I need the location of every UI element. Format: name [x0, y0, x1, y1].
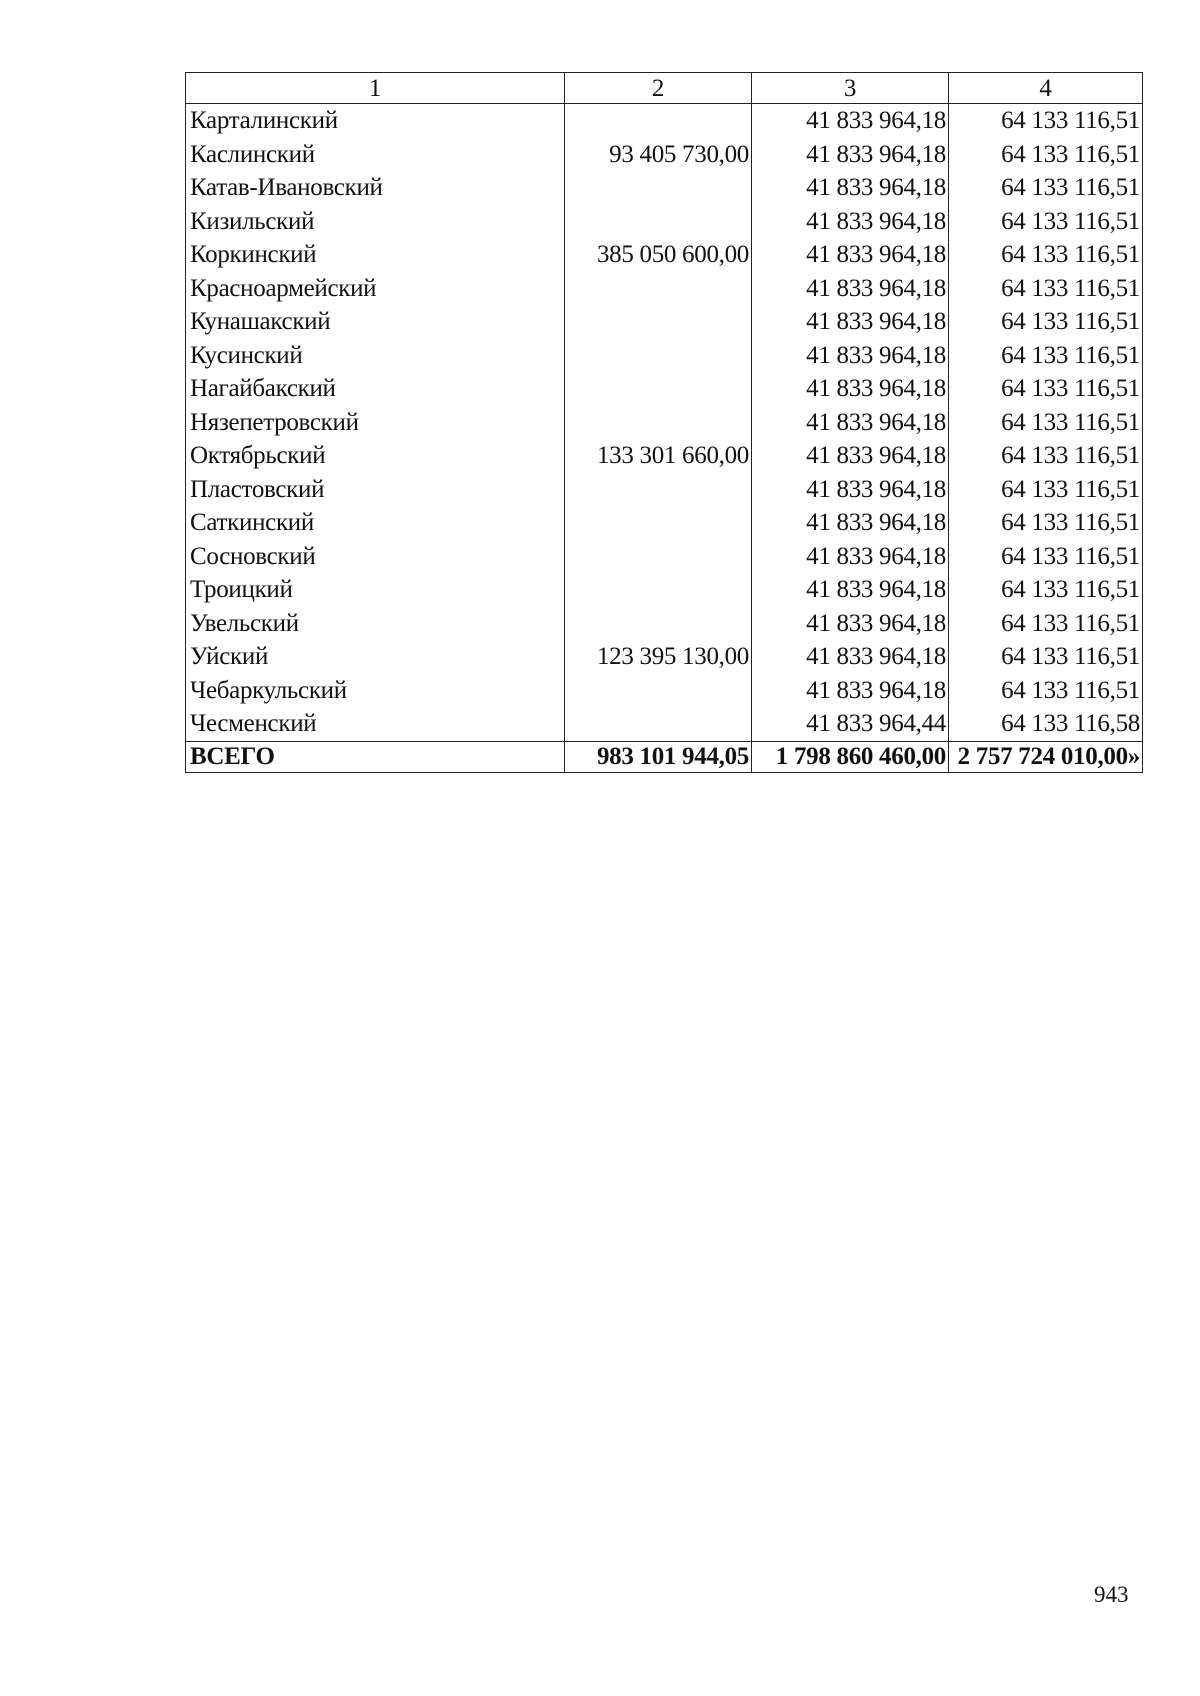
table-row	[186, 573, 1143, 607]
col4-value-cell: 64 133 116,51	[949, 674, 1143, 708]
total-label: ВСЕГО	[186, 741, 565, 772]
col2-value-cell	[565, 372, 752, 406]
col3-value-cell: 41 833 964,18	[752, 305, 949, 339]
total-col2: 983 101 944,05	[565, 741, 752, 772]
col2-value-cell: 93 405 730,00	[565, 138, 752, 172]
district-name-cell: Кусинский	[186, 339, 565, 373]
col3-value-cell: 41 833 964,18	[752, 674, 949, 708]
col3-value-cell: 41 833 964,18	[752, 506, 949, 540]
col4-value-cell: 64 133 116,51	[949, 473, 1143, 507]
col3-value-cell: 41 833 964,18	[752, 104, 949, 138]
col2-value-cell: 385 050 600,00	[565, 238, 752, 272]
district-name-cell: Нагайбакский	[186, 372, 565, 406]
col3-value-cell: 41 833 964,44	[752, 707, 949, 741]
col3-value-cell: 41 833 964,18	[752, 540, 949, 574]
col3-value-cell: 41 833 964,18	[752, 406, 949, 440]
col2-value-cell	[565, 707, 752, 741]
col2-value-cell	[565, 506, 752, 540]
col4-value-cell: 64 133 116,51	[949, 305, 1143, 339]
col3-value-cell: 41 833 964,18	[752, 573, 949, 607]
table-row	[186, 707, 1143, 741]
table-row	[186, 406, 1143, 440]
header-row	[186, 73, 1143, 104]
col4-value-cell: 64 133 116,51	[949, 506, 1143, 540]
table-row	[186, 473, 1143, 507]
col2-value-cell	[565, 171, 752, 205]
table-row	[186, 104, 1143, 138]
col3-value-cell: 41 833 964,18	[752, 607, 949, 641]
table-row	[186, 171, 1143, 205]
col4-value-cell: 64 133 116,51	[949, 272, 1143, 306]
col3-value-cell: 41 833 964,18	[752, 171, 949, 205]
district-name-cell: Красноармейский	[186, 272, 565, 306]
table-row	[186, 305, 1143, 339]
district-name-cell: Нязепетровский	[186, 406, 565, 440]
table-row	[186, 238, 1143, 272]
budget-table	[185, 72, 1143, 773]
col3-value-cell: 41 833 964,18	[752, 238, 949, 272]
col4-value-cell: 64 133 116,51	[949, 238, 1143, 272]
district-name-cell: Пластовский	[186, 473, 565, 507]
col4-value-cell: 64 133 116,51	[949, 540, 1143, 574]
col3-value-cell: 41 833 964,18	[752, 138, 949, 172]
col2-value-cell: 133 301 660,00	[565, 439, 752, 473]
table-body	[186, 104, 1143, 773]
table-row	[186, 607, 1143, 641]
col2-value-cell: 123 395 130,00	[565, 640, 752, 674]
table-header	[186, 73, 1143, 104]
col4-value-cell: 64 133 116,51	[949, 607, 1143, 641]
col2-value-cell	[565, 272, 752, 306]
table-row	[186, 540, 1143, 574]
col3-value-cell: 41 833 964,18	[752, 473, 949, 507]
col4-value-cell: 64 133 116,51	[949, 339, 1143, 373]
district-name-cell: Чебаркульский	[186, 674, 565, 708]
district-name-cell: Октябрьский	[186, 439, 565, 473]
district-name-cell: Катав-Ивановский	[186, 171, 565, 205]
col2-value-cell	[565, 573, 752, 607]
district-name-cell: Карталинский	[186, 104, 565, 138]
col4-value-cell: 64 133 116,51	[949, 205, 1143, 239]
column-header-1: 1	[186, 73, 565, 104]
district-name-cell: Увельский	[186, 607, 565, 641]
district-name-cell: Саткинский	[186, 506, 565, 540]
table-row	[186, 339, 1143, 373]
col3-value-cell: 41 833 964,18	[752, 272, 949, 306]
district-name-cell: Сосновский	[186, 540, 565, 574]
col2-value-cell	[565, 339, 752, 373]
col4-value-cell: 64 133 116,51	[949, 406, 1143, 440]
district-name-cell: Уйский	[186, 640, 565, 674]
col2-value-cell	[565, 674, 752, 708]
table-row	[186, 138, 1143, 172]
col4-value-cell: 64 133 116,51	[949, 439, 1143, 473]
table-row	[186, 506, 1143, 540]
column-header-4: 4	[949, 73, 1143, 104]
district-name-cell: Чесменский	[186, 707, 565, 741]
col2-value-cell	[565, 305, 752, 339]
district-name-cell: Коркинский	[186, 238, 565, 272]
district-name-cell: Кунашакский	[186, 305, 565, 339]
table-row	[186, 205, 1143, 239]
col2-value-cell	[565, 104, 752, 138]
col4-value-cell: 64 133 116,51	[949, 640, 1143, 674]
total-row	[186, 741, 1143, 772]
col2-value-cell	[565, 205, 752, 239]
col2-value-cell	[565, 540, 752, 574]
district-name-cell: Каслинский	[186, 138, 565, 172]
col3-value-cell: 41 833 964,18	[752, 339, 949, 373]
table-row	[186, 674, 1143, 708]
col4-value-cell: 64 133 116,51	[949, 171, 1143, 205]
column-header-2: 2	[565, 73, 752, 104]
table-row	[186, 272, 1143, 306]
col4-value-cell: 64 133 116,51	[949, 104, 1143, 138]
district-name-cell: Кизильский	[186, 205, 565, 239]
col4-value-cell: 64 133 116,51	[949, 573, 1143, 607]
col2-value-cell	[565, 607, 752, 641]
col3-value-cell: 41 833 964,18	[752, 640, 949, 674]
col2-value-cell	[565, 473, 752, 507]
col4-value-cell: 64 133 116,51	[949, 372, 1143, 406]
col3-value-cell: 41 833 964,18	[752, 372, 949, 406]
page-number: 943	[1094, 1582, 1129, 1607]
column-header-3: 3	[752, 73, 949, 104]
col4-value-cell: 64 133 116,51	[949, 138, 1143, 172]
col3-value-cell: 41 833 964,18	[752, 205, 949, 239]
table-row	[186, 640, 1143, 674]
col3-value-cell: 41 833 964,18	[752, 439, 949, 473]
col4-value-cell: 64 133 116,58	[949, 707, 1143, 741]
total-col4: 2 757 724 010,00»	[949, 741, 1143, 772]
table-row	[186, 372, 1143, 406]
table-row	[186, 439, 1143, 473]
district-name-cell: Троицкий	[186, 573, 565, 607]
total-col3: 1 798 860 460,00	[752, 741, 949, 772]
col2-value-cell	[565, 406, 752, 440]
